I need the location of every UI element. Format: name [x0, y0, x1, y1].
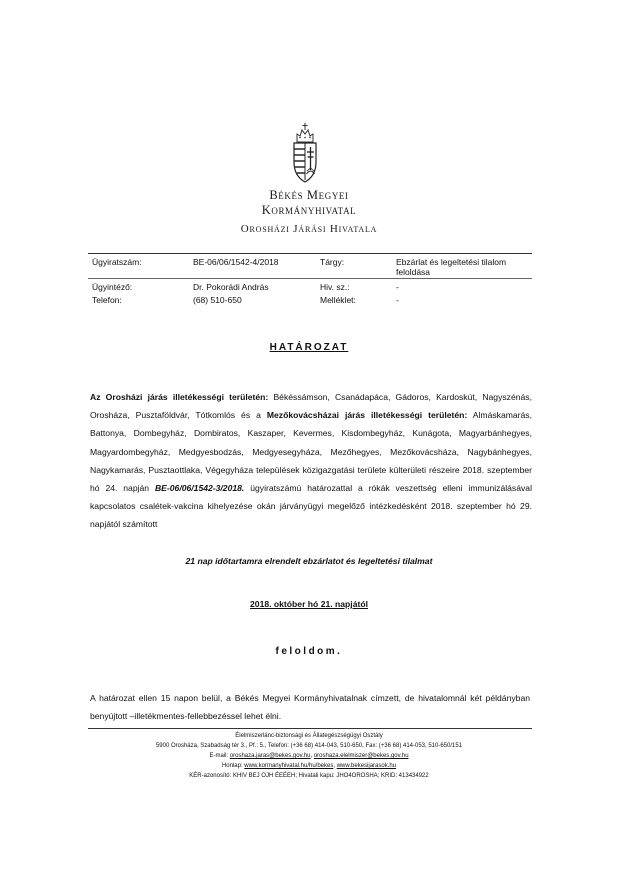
decision-word: feloldom. [275, 646, 343, 657]
case-number-value: BE-06/06/1542-4/2018 [193, 257, 279, 267]
prior-case-reference: BE-06/06/1542-3/2018. [154, 483, 245, 494]
web-link-2[interactable]: www.bekesijarasok.hu [336, 763, 397, 769]
email-link-1[interactable]: oroshaza.jaras@bekes.gov.hu [229, 753, 311, 759]
paragraph-tail: ügyiratszámú határozattal a rókák veszettség elleni immunizálásával kapcsolatos csalétek-vakcina kihelyezése okán járványügyi megelőző intézkedésként 2018. szeptember hó 29. napjától számított [90, 483, 532, 530]
org-name-line2: Kormányhivatal [261, 203, 357, 217]
handler-label: Ügyintéző: [92, 282, 133, 292]
org-name-line3: Orosházi Járási Hivatala [240, 223, 378, 235]
handler-value: Dr. Pokorádi András [193, 282, 269, 292]
subject-value-line1: Ebzárlat és legeltetési tilalom [396, 257, 507, 267]
phone-value: (68) 510-650 [193, 295, 242, 305]
case-number-label: Ügyiratszám: [92, 257, 142, 267]
district1-towns: Békéssámson, Csanádapáca, Gádoros, Kardoskút, Nagyszénás, Orosháza, Pusztaföldvár, Tótkomlós és a [90, 392, 532, 421]
footer-dept: Élelmiszerlánc-biztonsági és Állategészségügyi Osztály [235, 733, 383, 739]
ref-label: Hiv. sz.: [320, 282, 350, 292]
appeal-notice: A határozat ellen 15 napon belül, a Békés Megyei Kormányhivatalnak címzett, de hivatalomnál két példányban benyújtott –illetékmentes-fellebbezéssel lehet élni. [90, 693, 530, 721]
subject-value-line2: feloldása [396, 267, 431, 277]
document-title: HATÁROZAT [269, 342, 349, 353]
attachment-label: Melléklet: [320, 295, 356, 305]
footer-rule [88, 728, 532, 729]
web-link-1[interactable]: www.kormanyhivatal.hu/hu/bekes [244, 763, 334, 769]
email-link-2[interactable]: oroshaza.elelmiszer@bekes.gov.hu [313, 753, 409, 759]
decision-paragraph [90, 388, 532, 534]
effective-date: 2018. október hó 21. napjától [250, 599, 368, 609]
district2-heading: Mezőkovácsházai járás illetékességi területén: [266, 410, 468, 421]
attachment-value: - [396, 295, 399, 305]
meta-top-rule [88, 253, 532, 254]
district2-towns: Almáskamarás, Battonya, Dombegyház, Dombiratos, Kaszaper, Kevermes, Kisdombegyház, Kunágota, Magyarbánhegyes, Magyardombegyház, Medgyesbodzás, Medgyesegyháza, Mezőhegyes, Mezőkovácsháza, Nagybánhegyes, Nagykamarás, Pusztaottlaka, Végegyháza települések közigazgatási területe külterületi részeire 2018. szeptember hó 24. napján [90, 410, 532, 494]
district1-heading: Az Orosházi járás illetékességi területén: [90, 392, 269, 402]
meta-mid-rule [88, 278, 532, 279]
subject-line: 21 nap időtartamra elrendelt ebzárlatot és legeltetési tilalmat [185, 556, 433, 566]
footer-address: 5900 Orosháza, Szabadság tér 3., Pf.: 5., Telefon: (+36 68) 414-043, 510-650, Fax: (+36 68) 414-053, 510-650/151 [155, 743, 463, 749]
ref-value: - [396, 282, 399, 292]
org-name-line1: Békés Megyei [269, 188, 349, 202]
footer-ids: KÉR-azonosító: KHIV BEJ OJH ÉEÉEH; Hivatali kapu: JHO4OROSHA; KRID: 413434922 [189, 773, 429, 779]
phone-label: Telefon: [92, 295, 122, 305]
subject-label: Tárgy: [320, 257, 345, 267]
footer-email: E-mail: oroshaza.jaras@bekes.gov.hu, oroshaza.elelmiszer@bekes.gov.hu [209, 753, 409, 759]
footer-web: Honlap: www.kormanyhivatal.hu/hu/bekes, www.bekesijarasok.hu [221, 763, 397, 769]
hungarian-coat-of-arms-icon [289, 122, 321, 184]
